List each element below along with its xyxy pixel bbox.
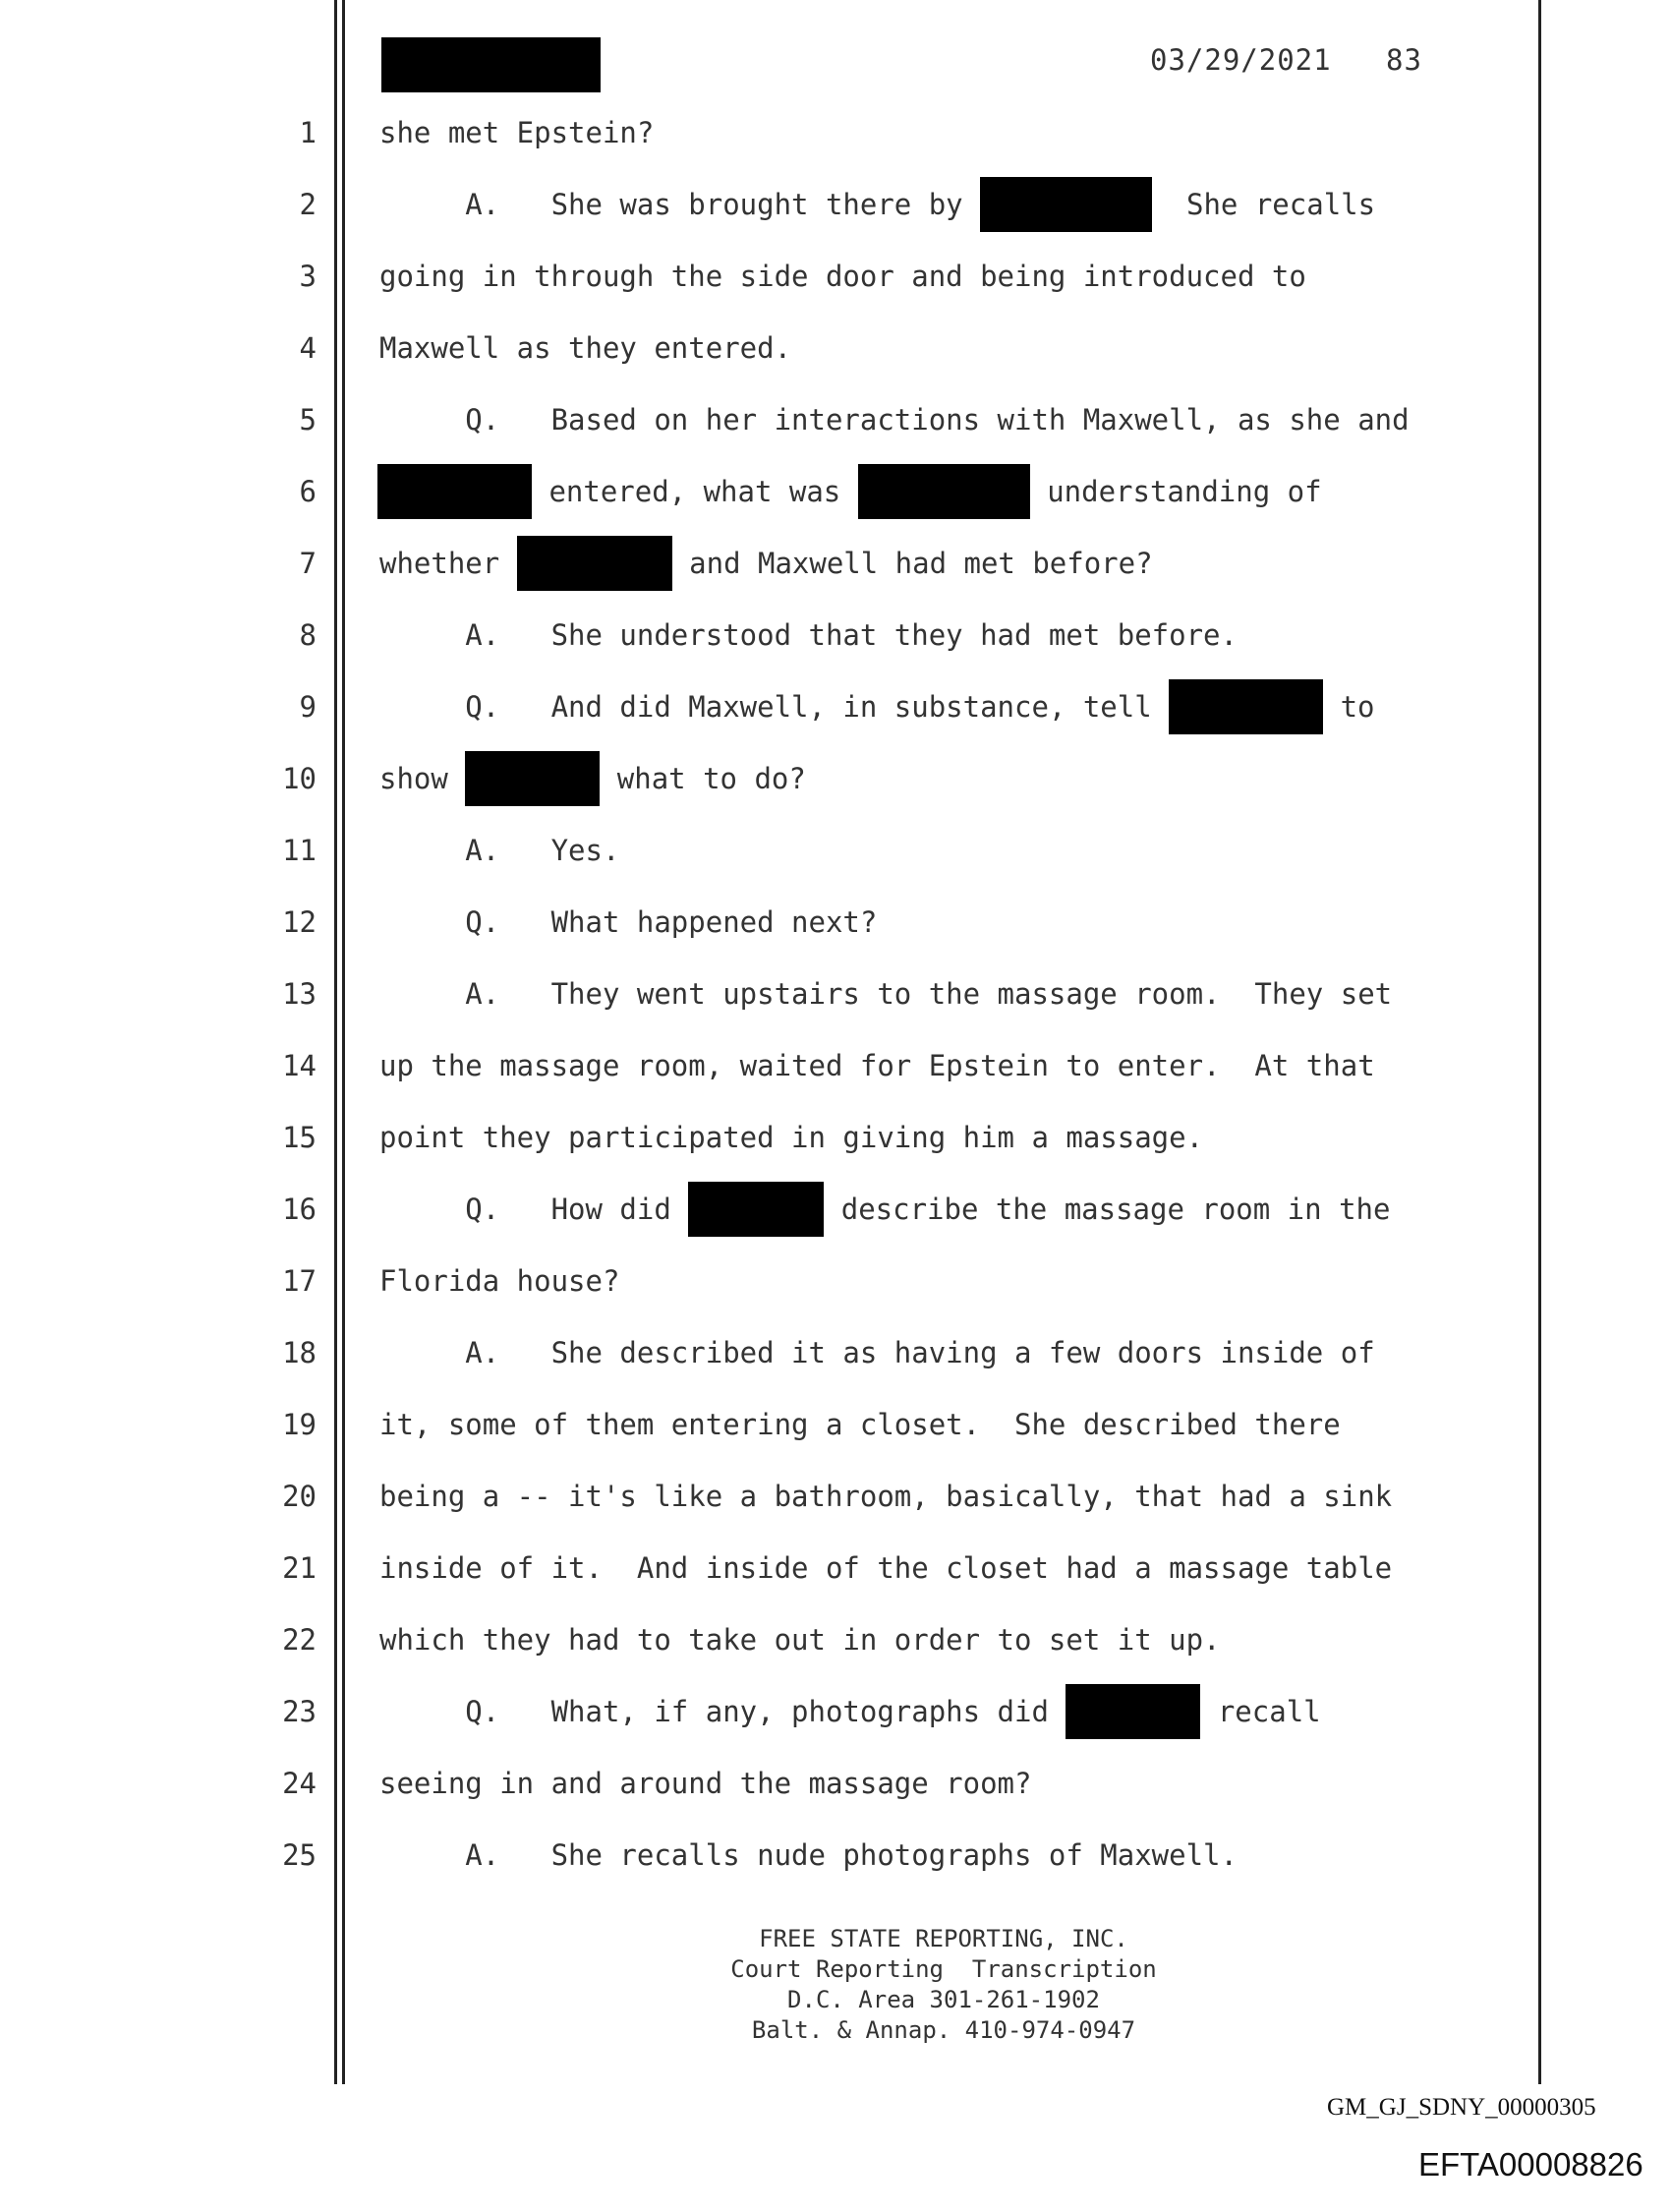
transcript-line (379, 608, 1238, 663)
line-number: 21 (282, 1551, 317, 1585)
transcript-line (379, 1684, 1321, 1739)
line-text-segment: Maxwell as they entered. (379, 330, 792, 365)
redaction-block (377, 464, 532, 519)
transcript-line (379, 1182, 1390, 1237)
line-text-segment: A. She was brought there by (379, 187, 981, 221)
redaction-block (1066, 1684, 1200, 1739)
transcript-line (379, 1253, 619, 1309)
line-number: 18 (282, 1336, 317, 1369)
line-number: 9 (299, 690, 317, 724)
transcript-line (379, 1110, 1203, 1165)
line-text-segment: A. They went upstairs to the massage room. They set (379, 976, 1393, 1011)
line-number: 17 (282, 1264, 317, 1298)
line-text-segment: entered, what was (532, 474, 858, 508)
line-number: 16 (282, 1193, 317, 1226)
line-number: 25 (282, 1838, 317, 1872)
transcript-line (379, 1541, 1392, 1596)
line-number: 5 (299, 403, 317, 437)
line-number: 24 (282, 1767, 317, 1800)
line-text-segment: A. She described it as having a few doors inside of (379, 1335, 1375, 1369)
transcript-line (379, 536, 1153, 591)
line-text-segment: she met Epstein? (379, 115, 655, 149)
transcript-line (379, 1038, 1375, 1093)
transcript-line (379, 1828, 1238, 1883)
page-header-meta (1150, 43, 1422, 77)
line-number: 7 (299, 547, 317, 580)
transcript-line (379, 1469, 1392, 1524)
header-redaction-block (381, 37, 601, 92)
line-text-segment: Q. Based on her interactions with Maxwell, as she and (379, 402, 1410, 437)
line-text-segment: A. Yes. (379, 833, 620, 867)
line-number: 3 (299, 260, 317, 293)
left-margin-rule-outer (334, 0, 337, 2084)
line-text-segment: Florida house? (379, 1263, 620, 1298)
line-text-segment: describe the massage room in the (824, 1192, 1391, 1226)
redaction-block (1169, 679, 1323, 734)
line-text-segment: seeing in and around the massage room? (379, 1766, 1032, 1800)
transcript-line (379, 320, 791, 376)
line-text-segment: Q. How did (379, 1192, 689, 1226)
transcript-line (379, 1756, 1031, 1811)
line-number: 6 (299, 475, 317, 508)
line-number: 2 (299, 188, 317, 221)
transcript-line (377, 464, 1322, 519)
page-number: 83 (1386, 43, 1422, 77)
redaction-block (517, 536, 672, 591)
line-text-segment: what to do? (600, 761, 806, 795)
redaction-block (858, 464, 1030, 519)
redaction-block (465, 751, 600, 806)
line-text-segment: up the massage room, waited for Epstein to enter. At that (379, 1048, 1375, 1082)
line-text-segment: inside of it. And inside of the closet had a massage table (379, 1550, 1393, 1585)
line-number: 8 (299, 618, 317, 652)
line-number: 10 (282, 762, 317, 795)
line-number: 11 (282, 834, 317, 867)
line-text-segment: being a -- it's like a bathroom, basically, that had a sink (379, 1479, 1393, 1513)
line-number: 19 (282, 1408, 317, 1441)
line-number: 22 (282, 1623, 317, 1657)
line-text-segment: whether (379, 546, 517, 580)
reporter-services: Court Reporting Transcription (730, 1955, 1157, 1983)
line-text-segment: She recalls (1152, 187, 1376, 221)
line-number: 12 (282, 905, 317, 939)
line-number: 20 (282, 1480, 317, 1513)
line-text-segment: show (379, 761, 466, 795)
line-number: 4 (299, 331, 317, 365)
line-text-segment: point they participated in giving him a massage. (379, 1120, 1204, 1154)
line-number: 15 (282, 1121, 317, 1154)
transcript-line (379, 751, 806, 806)
line-text-segment: to (1323, 689, 1375, 724)
line-text-segment: understanding of (1029, 474, 1322, 508)
line-text-segment: Q. And did Maxwell, in substance, tell (379, 689, 1170, 724)
redaction-block (980, 177, 1152, 232)
transcript-line (379, 895, 877, 950)
court-reporter-footer (688, 1924, 1199, 2046)
transcript-line (379, 823, 619, 878)
transcript-line (379, 679, 1375, 734)
transcript-line (379, 105, 654, 160)
line-text-segment: Q. What happened next? (379, 904, 878, 939)
transcript-line (379, 392, 1410, 447)
bates-number: GM_GJ_SDNY_00000305 (1327, 2094, 1596, 2121)
line-text-segment: A. She recalls nude photographs of Maxwell. (379, 1837, 1238, 1872)
transcript-date: 03/29/2021 (1150, 43, 1332, 77)
transcript-line (379, 177, 1375, 232)
line-text-segment: and Maxwell had met before? (671, 546, 1153, 580)
reporter-name: FREE STATE REPORTING, INC. (759, 1925, 1128, 1952)
transcript-line (379, 1612, 1221, 1667)
line-text-segment: recall (1200, 1694, 1321, 1728)
efta-number: EFTA00008826 (1418, 2146, 1643, 2183)
line-number: 23 (282, 1695, 317, 1728)
line-number: 13 (282, 977, 317, 1011)
transcript-line (379, 1397, 1341, 1452)
redaction-block (688, 1182, 824, 1237)
reporter-balt-phone: Balt. & Annap. 410-974-0947 (751, 2016, 1136, 2044)
line-number: 14 (282, 1049, 317, 1082)
right-margin-rule (1538, 0, 1541, 2084)
reporter-dc-phone: D.C. Area 301-261-1902 (787, 1986, 1100, 2013)
line-number: 1 (299, 116, 317, 149)
left-margin-rule-inner (342, 0, 345, 2084)
line-text-segment: it, some of them entering a closet. She described there (379, 1407, 1341, 1441)
line-text-segment: A. She understood that they had met before. (379, 617, 1238, 652)
transcript-line (379, 1325, 1375, 1380)
transcript-line (379, 966, 1392, 1021)
line-text-segment: Q. What, if any, photographs did (379, 1694, 1066, 1728)
line-text-segment: which they had to take out in order to set it up. (379, 1622, 1221, 1657)
transcript-line (379, 249, 1306, 304)
line-text-segment: going in through the side door and being introduced to (379, 259, 1306, 293)
